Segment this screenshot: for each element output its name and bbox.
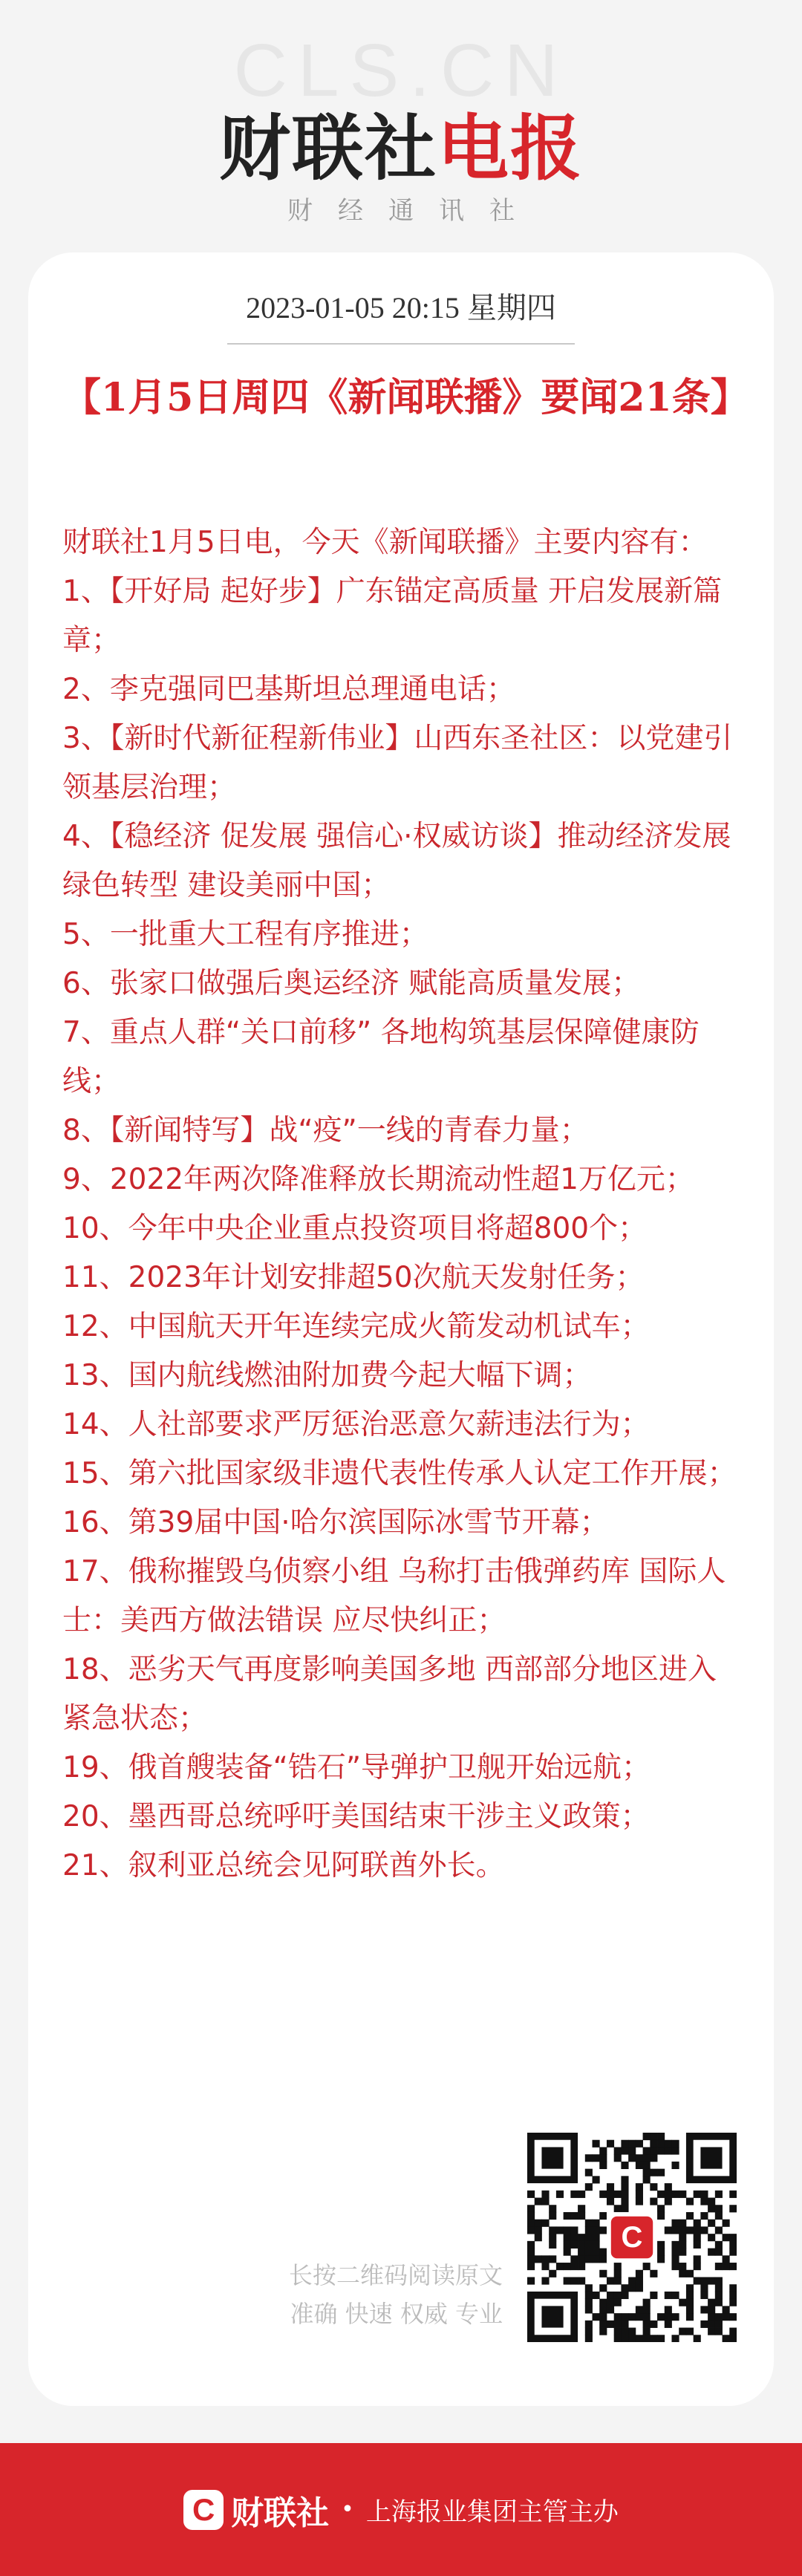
news-item: 6、张家口做强后奥运经济 赋能高质量发展； (62, 967, 641, 1000)
news-item: 9、2022年两次降准释放长期流动性超1万亿元； (62, 1163, 694, 1196)
footer-publisher: 上海报业集团主管主办 (365, 2497, 619, 2527)
footer-logo-icon: C (183, 2490, 224, 2530)
qr-center-logo-letter: C (621, 2221, 643, 2254)
qr-hint (289, 2256, 503, 2333)
news-item: 20、墨西哥总统呼吁美国结束干涉主义政策； (62, 1800, 650, 1833)
news-item: 15、第六批国家级非遗代表性传承人认定工作开展； (62, 1457, 737, 1490)
news-item: 12、中国航天开年连续完成火箭发动机试车； (62, 1310, 650, 1343)
article-card (28, 252, 774, 2406)
news-item: 19、俄首艘装备“锆石”导弹护卫舰开始远航； (62, 1751, 651, 1784)
news-item: 3、【新时代新征程新伟业】山西东圣社区：以党建引领基层治理； (62, 722, 733, 804)
news-item: 14、人社部要求严厉惩治恶意欠薪违法行为； (62, 1408, 650, 1441)
article-title: 【1月5日周四《新闻联播》要闻21条】 (62, 375, 749, 420)
qr-hint-line2: 准确 快速 权威 专业 (290, 2300, 503, 2328)
news-item: 11、2023年计划安排超50次航天发射任务； (62, 1261, 645, 1294)
news-item: 8、【新闻特写】战“疫”一线的青春力量； (62, 1114, 589, 1147)
news-item: 21、叙利亚总统会见阿联酋外长。 (62, 1849, 505, 1882)
news-item: 13、国内航线燃油附加费今起大幅下调； (62, 1359, 592, 1392)
news-list (62, 567, 746, 1891)
news-item: 17、俄称摧毁乌侦察小组 乌称打击俄弹药库 国际人士：美西方做法错误 应尽快纠正； (62, 1555, 726, 1637)
news-item: 7、重点人群“关口前移” 各地构筑基层保障健康防线； (62, 1016, 700, 1098)
date-divider (227, 343, 575, 345)
news-item: 18、恶劣天气再度影响美国多地 西部部分地区进入紧急状态； (62, 1653, 717, 1735)
header (0, 0, 802, 252)
news-item: 5、一批重大工程有序推进； (62, 918, 428, 951)
news-item: 10、今年中央企业重点投资项目将超800个； (62, 1212, 648, 1245)
publish-date: 2023-01-05 20:15 星期四 (246, 291, 556, 325)
article-intro: 财联社1月5日电，今天《新闻联播》主要内容有： (62, 526, 708, 559)
footer-separator: • (341, 2497, 354, 2523)
footer-content (0, 2443, 802, 2576)
qr-code-image (527, 2133, 737, 2342)
watermark: CLS.CN (233, 29, 569, 112)
qr-code[interactable] (527, 2133, 737, 2342)
qr-hint-line1: 长按二维码阅读原文 (288, 2261, 503, 2289)
brand-telegraph: 电报 (437, 107, 583, 190)
news-item: 2、李克强同巴基斯坦总理通电话； (62, 673, 515, 706)
brand-name: 财联社 (219, 107, 437, 190)
footer-brand: 财联社 (231, 2494, 330, 2532)
news-item: 1、【开好局 起好步】广东锚定高质量 开启发展新篇章； (62, 575, 723, 657)
news-item: 4、【稳经济 促发展 强信心·权威访谈】推动经济发展绿色转型 建设美丽中国； (62, 820, 731, 902)
article-body (62, 518, 746, 1891)
brand-subtitle: 财经通讯社 (287, 196, 540, 226)
brand-logo (0, 108, 802, 189)
footer (0, 2443, 802, 2576)
news-item: 16、第39届中国·哈尔滨国际冰雪节开幕； (62, 1506, 609, 1539)
